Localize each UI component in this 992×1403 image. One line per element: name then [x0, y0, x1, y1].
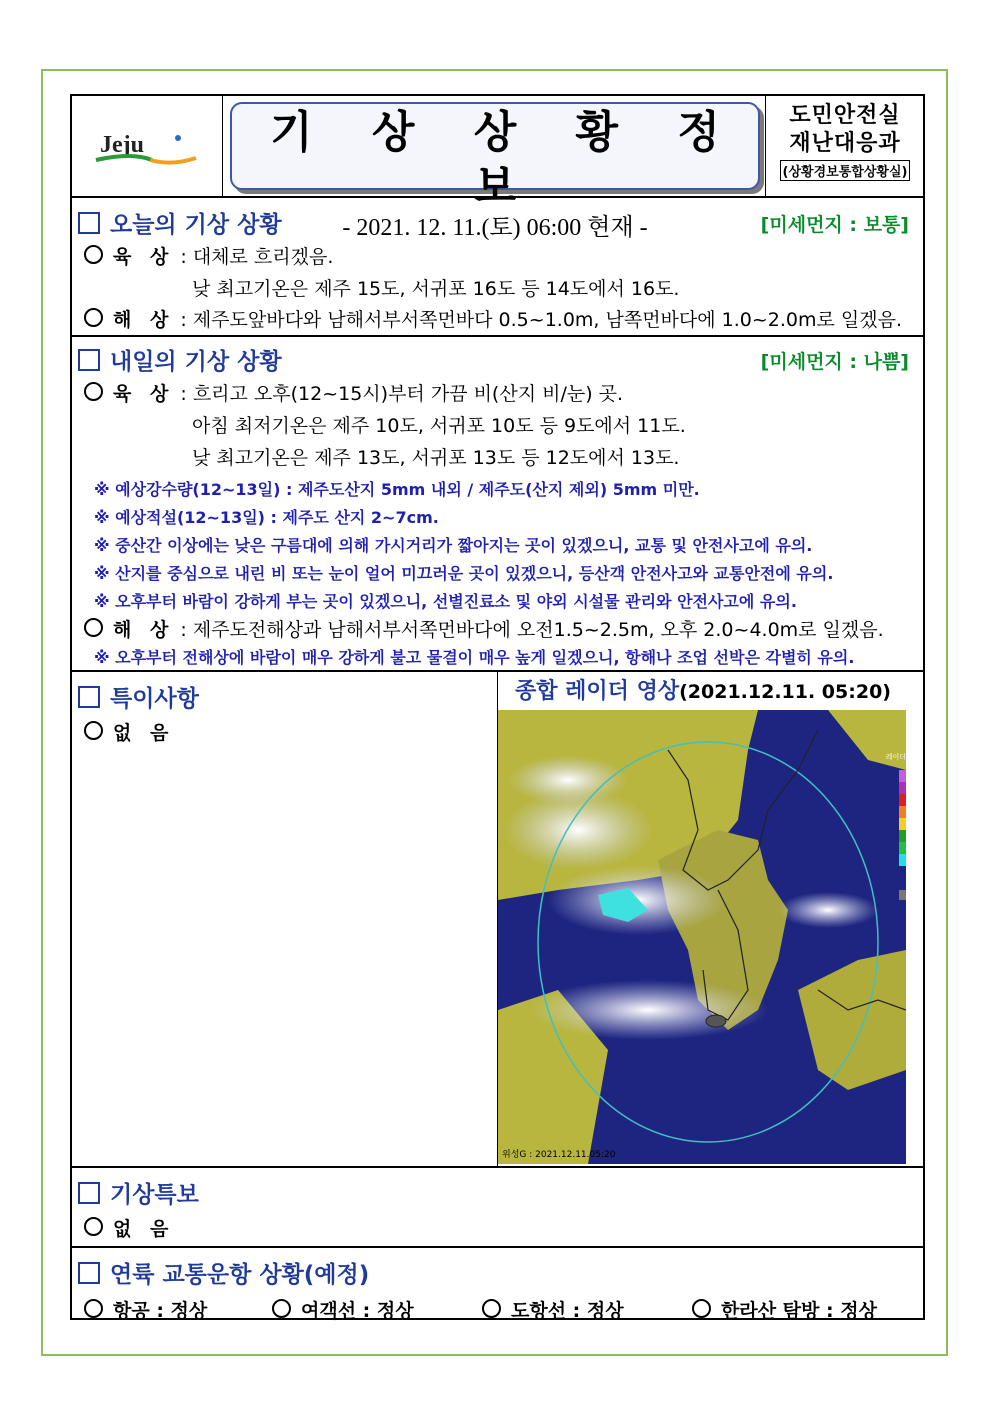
note-icy-road: ※ 산지를 중심으로 내린 비 또는 눈이 얼어 미끄러운 곳이 있겠으니, 등산객 안전사고와 교통안전에 유의. — [94, 564, 834, 583]
special-title: 특이사항 — [78, 680, 199, 713]
circle-bullet-icon — [84, 1217, 103, 1236]
transport-title: 연륙 교통운항 상황(예정) — [78, 1256, 369, 1289]
special-item: 없 음 — [84, 718, 174, 745]
office-name: (상황경보통합상황실) — [780, 160, 911, 181]
checkbox-icon — [78, 1182, 100, 1204]
checkbox-icon — [78, 686, 100, 708]
tomorrow-land: 육 상 : 흐리고 오후(12~15시)부터 가끔 비(산지 비/눈) 곳. — [84, 379, 623, 406]
transport-island-ferry: 도항선 : 정상 — [482, 1296, 624, 1323]
tomorrow-dust-status: [미세먼지 : 나쁨] — [760, 351, 909, 373]
report-datetime: - 2021. 12. 11.(토) 06:00 현재 - — [342, 215, 648, 241]
circle-bullet-icon — [84, 721, 103, 740]
logo-cell — [72, 96, 223, 196]
circle-bullet-icon — [84, 1299, 103, 1318]
circle-bullet-icon — [272, 1299, 291, 1318]
tomorrow-land-line2: 아침 최저기온은 제주 10도, 서귀포 10도 등 9도에서 11도. — [192, 415, 686, 437]
tomorrow-section — [72, 337, 923, 672]
circle-bullet-icon — [84, 618, 103, 637]
checkbox-icon — [78, 349, 100, 371]
note-sea-wind: ※ 오후부터 전해상에 바람이 매우 강하게 불고 물결이 매우 높게 일겠으니, 항해나 조업 선박은 각별히 유의. — [94, 648, 855, 667]
document — [70, 94, 925, 1320]
svg-text:Jeju: Jeju — [100, 132, 144, 158]
transport-section — [72, 1248, 923, 1322]
tomorrow-title: 내일의 기상 상황 — [78, 343, 282, 376]
warning-item: 없 음 — [84, 1214, 174, 1241]
transport-hallasan: 한라산 탐방 : 정상 — [692, 1296, 877, 1323]
circle-bullet-icon — [84, 308, 103, 327]
radar-panel — [497, 672, 924, 1166]
note-rainfall: ※ 예상강수량(12~13일) : 제주도산지 5mm 내외 / 제주도(산지 제외) 5mm 미만. — [94, 480, 700, 499]
special-section — [72, 672, 923, 1168]
transport-ferry: 여객선 : 정상 — [272, 1296, 414, 1323]
today-sea: 해 상 : 제주도앞바다와 남해서부서쪽먼바다 0.5~1.0m, 남쪽먼바다에 1.0~2.0m로 일겠음. — [84, 305, 902, 332]
legend-title: 레이더 — [885, 753, 906, 761]
today-land: 육 상 : 대체로 흐리겠음. — [84, 242, 333, 269]
warning-title: 기상특보 — [78, 1176, 199, 1209]
circle-bullet-icon — [84, 245, 103, 264]
department-cell — [765, 96, 924, 196]
note-snowfall: ※ 예상적설(12~13일) : 제주도 산지 2~7cm. — [94, 508, 439, 527]
checkbox-icon — [78, 212, 100, 234]
circle-bullet-icon — [692, 1299, 711, 1318]
today-section — [72, 198, 923, 337]
transport-air: 항공 : 정상 — [84, 1296, 207, 1323]
title-box — [230, 102, 760, 241]
note-visibility: ※ 중산간 이상에는 낮은 구름대에 의해 가시거리가 짧아지는 곳이 있겠으니, 교통 및 안전사고에 유의. — [94, 536, 813, 555]
radar-satellite-map — [498, 710, 906, 1164]
today-land-line2: 낮 최고기온은 제주 15도, 서귀포 16도 등 14도에서 16도. — [192, 278, 680, 300]
circle-bullet-icon — [482, 1299, 501, 1318]
department-name: 도민안전실 — [789, 103, 901, 128]
checkbox-icon — [78, 1262, 100, 1284]
jeju-logo — [92, 130, 202, 170]
radar-image — [498, 710, 906, 1164]
warning-section — [72, 1168, 923, 1248]
tomorrow-land-line3: 낮 최고기온은 제주 13도, 서귀포 13도 등 12도에서 13도. — [192, 447, 680, 469]
circle-bullet-icon — [84, 382, 103, 401]
radar-title: 종합 레이더 영상(2021.12.11. 05:20) — [515, 679, 891, 704]
page-title: 기 상 상 황 정 보 — [270, 107, 742, 212]
tomorrow-sea: 해 상 : 제주도전해상과 남해서부서쪽먼바다에 오전1.5~2.5m, 오후 2.0~4.0m로 일겠음. — [84, 615, 884, 642]
note-wind: ※ 오후부터 바람이 강하게 부는 곳이 있겠으니, 선별진료소 및 야외 시설물 관리와 안전사고에 유의. — [94, 592, 797, 611]
today-title: 오늘의 기상 상황 — [78, 206, 282, 239]
today-dust-status: [미세먼지 : 보통] — [760, 214, 909, 236]
radar-footer-label: 위성G : 2021.12.11.05:20 — [502, 1150, 616, 1160]
division-name: 재난대응과 — [789, 131, 901, 156]
